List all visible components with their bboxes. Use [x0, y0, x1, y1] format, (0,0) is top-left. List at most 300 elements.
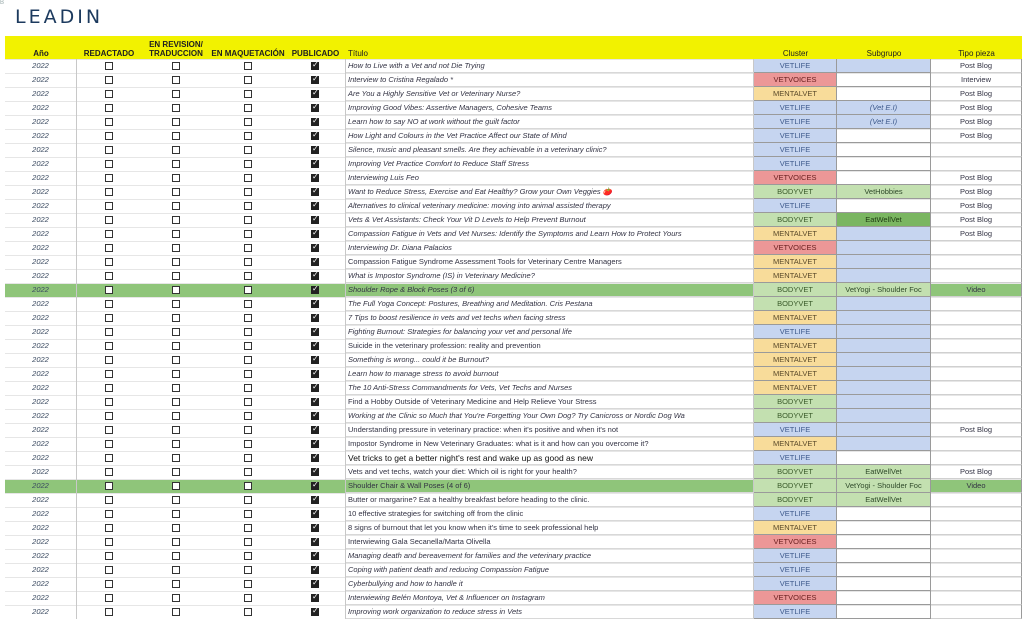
title-cell[interactable]: Coping with patient death and reducing Compassion Fatigue [346, 563, 754, 577]
publicado-checkbox[interactable] [311, 580, 319, 588]
publicado-checkbox[interactable] [311, 216, 319, 224]
revision-checkbox[interactable] [172, 328, 180, 336]
revision-checkbox[interactable] [172, 174, 180, 182]
revision-checkbox[interactable] [172, 482, 180, 490]
publicado-checkbox[interactable] [311, 272, 319, 280]
title-cell[interactable]: Find a Hobby Outside of Veterinary Medicine and Help Relieve Your Stress [346, 395, 754, 409]
year-cell[interactable]: 2022 [5, 241, 77, 255]
redactado-checkbox[interactable] [105, 608, 113, 616]
subgrupo-cell[interactable] [837, 171, 931, 185]
revision-checkbox[interactable] [172, 244, 180, 252]
title-cell[interactable]: Suicide in the veterinary profession: reality and prevention [346, 339, 754, 353]
revision-checkbox[interactable] [172, 566, 180, 574]
tipo-cell[interactable] [931, 241, 1022, 255]
subgrupo-cell[interactable] [837, 73, 931, 87]
subgrupo-cell[interactable]: EatWellVet [837, 465, 931, 479]
revision-checkbox[interactable] [172, 104, 180, 112]
year-cell[interactable]: 2022 [5, 339, 77, 353]
revision-checkbox[interactable] [172, 160, 180, 168]
subgrupo-cell[interactable] [837, 381, 931, 395]
tipo-cell[interactable]: Post Blog [931, 227, 1022, 241]
subgrupo-cell[interactable] [837, 535, 931, 549]
redactado-checkbox[interactable] [105, 286, 113, 294]
year-cell[interactable]: 2022 [5, 423, 77, 437]
cluster-cell[interactable]: VETVOICES [754, 591, 837, 605]
subgrupo-cell[interactable] [837, 353, 931, 367]
cluster-cell[interactable]: BODYVET [754, 409, 837, 423]
subgrupo-cell[interactable] [837, 87, 931, 101]
maquetacion-checkbox[interactable] [244, 426, 252, 434]
year-cell[interactable]: 2022 [5, 199, 77, 213]
maquetacion-checkbox[interactable] [244, 286, 252, 294]
year-cell[interactable]: 2022 [5, 535, 77, 549]
cluster-cell[interactable]: VETLIFE [754, 59, 837, 73]
revision-checkbox[interactable] [172, 342, 180, 350]
title-cell[interactable]: Vet tricks to get a better night's rest and wake up as good as new [346, 451, 754, 465]
title-cell[interactable]: 10 effective strategies for switching off from the clinic [346, 507, 754, 521]
publicado-checkbox[interactable] [311, 356, 319, 364]
revision-checkbox[interactable] [172, 90, 180, 98]
publicado-checkbox[interactable] [311, 286, 319, 294]
tipo-cell[interactable] [931, 143, 1022, 157]
year-cell[interactable]: 2022 [5, 493, 77, 507]
maquetacion-checkbox[interactable] [244, 272, 252, 280]
title-cell[interactable]: Shoulder Chair & Wall Poses (4 of 6) [346, 479, 754, 493]
cluster-cell[interactable]: VETLIFE [754, 563, 837, 577]
maquetacion-checkbox[interactable] [244, 202, 252, 210]
subgrupo-cell[interactable] [837, 325, 931, 339]
revision-checkbox[interactable] [172, 510, 180, 518]
tipo-cell[interactable]: Post Blog [931, 59, 1022, 73]
subgrupo-cell[interactable] [837, 521, 931, 535]
header-titulo[interactable]: Título [348, 49, 369, 58]
title-cell[interactable]: Interwiewing Gala Secanella/Marta Olivella [346, 535, 754, 549]
publicado-checkbox[interactable] [311, 398, 319, 406]
title-cell[interactable]: Alternatives to clinical veterinary medicine: moving into animal assisted therapy [346, 199, 754, 213]
tipo-cell[interactable] [931, 255, 1022, 269]
header-revision[interactable]: EN REVISION/ TRADUCCION [149, 40, 203, 58]
publicado-checkbox[interactable] [311, 496, 319, 504]
cluster-cell[interactable]: BODYVET [754, 283, 837, 297]
subgrupo-cell[interactable] [837, 297, 931, 311]
redactado-checkbox[interactable] [105, 566, 113, 574]
publicado-checkbox[interactable] [311, 104, 319, 112]
year-cell[interactable]: 2022 [5, 591, 77, 605]
title-cell[interactable]: Working at the Clinic so Much that You're Forgetting Your Own Dog? Try Canicross or Nordic Dog Wa [346, 409, 754, 423]
year-cell[interactable]: 2022 [5, 269, 77, 283]
tipo-cell[interactable] [931, 437, 1022, 451]
publicado-checkbox[interactable] [311, 594, 319, 602]
subgrupo-cell[interactable] [837, 591, 931, 605]
redactado-checkbox[interactable] [105, 202, 113, 210]
maquetacion-checkbox[interactable] [244, 244, 252, 252]
maquetacion-checkbox[interactable] [244, 538, 252, 546]
revision-checkbox[interactable] [172, 146, 180, 154]
title-cell[interactable]: Improving Vet Practice Comfort to Reduce Staff Stress [346, 157, 754, 171]
redactado-checkbox[interactable] [105, 370, 113, 378]
year-cell[interactable]: 2022 [5, 157, 77, 171]
year-cell[interactable]: 2022 [5, 549, 77, 563]
cluster-cell[interactable]: BODYVET [754, 493, 837, 507]
subgrupo-cell[interactable] [837, 129, 931, 143]
publicado-checkbox[interactable] [311, 608, 319, 616]
tipo-cell[interactable]: Video [931, 479, 1022, 493]
title-cell[interactable]: Managing death and bereavement for families and the veterinary practice [346, 549, 754, 563]
revision-checkbox[interactable] [172, 300, 180, 308]
subgrupo-cell[interactable] [837, 507, 931, 521]
publicado-checkbox[interactable] [311, 202, 319, 210]
title-cell[interactable]: Interwiewing Belén Montoya, Vet & Influencer on Instagram [346, 591, 754, 605]
title-cell[interactable]: Butter or margarine? Eat a healthy breakfast before heading to the clinic. [346, 493, 754, 507]
maquetacion-checkbox[interactable] [244, 174, 252, 182]
revision-checkbox[interactable] [172, 454, 180, 462]
revision-checkbox[interactable] [172, 314, 180, 322]
subgrupo-cell[interactable] [837, 59, 931, 73]
tipo-cell[interactable] [931, 409, 1022, 423]
title-cell[interactable]: What is Impostor Syndrome (IS) in Veterinary Medicine? [346, 269, 754, 283]
subgrupo-cell[interactable] [837, 339, 931, 353]
year-cell[interactable]: 2022 [5, 171, 77, 185]
revision-checkbox[interactable] [172, 258, 180, 266]
publicado-checkbox[interactable] [311, 566, 319, 574]
publicado-checkbox[interactable] [311, 62, 319, 70]
redactado-checkbox[interactable] [105, 454, 113, 462]
title-cell[interactable]: Interviewing Dr. Diana Palacios [346, 241, 754, 255]
year-cell[interactable]: 2022 [5, 101, 77, 115]
header-redactado[interactable]: REDACTADO [83, 49, 135, 58]
maquetacion-checkbox[interactable] [244, 510, 252, 518]
maquetacion-checkbox[interactable] [244, 524, 252, 532]
redactado-checkbox[interactable] [105, 272, 113, 280]
title-cell[interactable]: Interviewing Luis Feo [346, 171, 754, 185]
revision-checkbox[interactable] [172, 594, 180, 602]
maquetacion-checkbox[interactable] [244, 412, 252, 420]
redactado-checkbox[interactable] [105, 132, 113, 140]
redactado-checkbox[interactable] [105, 468, 113, 476]
redactado-checkbox[interactable] [105, 384, 113, 392]
year-cell[interactable]: 2022 [5, 283, 77, 297]
publicado-checkbox[interactable] [311, 328, 319, 336]
year-cell[interactable]: 2022 [5, 143, 77, 157]
year-cell[interactable]: 2022 [5, 395, 77, 409]
year-cell[interactable]: 2022 [5, 367, 77, 381]
maquetacion-checkbox[interactable] [244, 62, 252, 70]
subgrupo-cell[interactable] [837, 199, 931, 213]
subgrupo-cell[interactable] [837, 227, 931, 241]
header-tipo[interactable]: Tipo pieza [958, 49, 995, 58]
title-cell[interactable]: Cyberbullying and how to handle it [346, 577, 754, 591]
subgrupo-cell[interactable]: VetYogi - Shoulder Foc [837, 479, 931, 493]
cluster-cell[interactable]: VETLIFE [754, 577, 837, 591]
publicado-checkbox[interactable] [311, 174, 319, 182]
cluster-cell[interactable]: VETLIFE [754, 199, 837, 213]
publicado-checkbox[interactable] [311, 132, 319, 140]
title-cell[interactable]: Are You a Highly Sensitive Vet or Veterinary Nurse? [346, 87, 754, 101]
cluster-cell[interactable]: VETLIFE [754, 129, 837, 143]
tipo-cell[interactable]: Post Blog [931, 185, 1022, 199]
redactado-checkbox[interactable] [105, 440, 113, 448]
redactado-checkbox[interactable] [105, 104, 113, 112]
title-cell[interactable]: How to Live with a Vet and not Die Trying [346, 59, 754, 73]
maquetacion-checkbox[interactable] [244, 594, 252, 602]
title-cell[interactable]: Vets & Vet Assistants: Check Your Vit D Levels to Help Prevent Burnout [346, 213, 754, 227]
title-cell[interactable]: 8 signs of burnout that let you know when it's time to seek professional help [346, 521, 754, 535]
year-cell[interactable]: 2022 [5, 185, 77, 199]
revision-checkbox[interactable] [172, 272, 180, 280]
header-maquetacion[interactable]: EN MAQUETACIÓN [211, 49, 285, 58]
cluster-cell[interactable]: VETLIFE [754, 325, 837, 339]
revision-checkbox[interactable] [172, 76, 180, 84]
subgrupo-cell[interactable]: EatWellVet [837, 493, 931, 507]
title-cell[interactable]: Improving work organization to reduce stress in Vets [346, 605, 754, 619]
subgrupo-cell[interactable]: (Vet E.I) [837, 101, 931, 115]
year-cell[interactable]: 2022 [5, 129, 77, 143]
redactado-checkbox[interactable] [105, 258, 113, 266]
maquetacion-checkbox[interactable] [244, 342, 252, 350]
tipo-cell[interactable] [931, 535, 1022, 549]
maquetacion-checkbox[interactable] [244, 608, 252, 616]
maquetacion-checkbox[interactable] [244, 90, 252, 98]
title-cell[interactable]: Shoulder Rope & Block Poses (3 of 6) [346, 283, 754, 297]
cluster-cell[interactable]: MENTALVET [754, 311, 837, 325]
redactado-checkbox[interactable] [105, 314, 113, 322]
subgrupo-cell[interactable]: VetHobbies [837, 185, 931, 199]
title-cell[interactable]: Learn how to say NO at work without the guilt factor [346, 115, 754, 129]
title-cell[interactable]: Want to Reduce Stress, Exercise and Eat Healthy? Grow your Own Veggies 🍅 [346, 185, 754, 199]
cluster-cell[interactable]: VETLIFE [754, 451, 837, 465]
redactado-checkbox[interactable] [105, 580, 113, 588]
subgrupo-cell[interactable] [837, 451, 931, 465]
tipo-cell[interactable] [931, 157, 1022, 171]
tipo-cell[interactable] [931, 563, 1022, 577]
maquetacion-checkbox[interactable] [244, 384, 252, 392]
publicado-checkbox[interactable] [311, 370, 319, 378]
tipo-cell[interactable] [931, 269, 1022, 283]
title-cell[interactable]: Impostor Syndrome in New Veterinary Graduates: what is it and how can you overcome it? [346, 437, 754, 451]
year-cell[interactable]: 2022 [5, 577, 77, 591]
maquetacion-checkbox[interactable] [244, 132, 252, 140]
subgrupo-cell[interactable] [837, 241, 931, 255]
publicado-checkbox[interactable] [311, 188, 319, 196]
redactado-checkbox[interactable] [105, 146, 113, 154]
redactado-checkbox[interactable] [105, 342, 113, 350]
maquetacion-checkbox[interactable] [244, 482, 252, 490]
header-year[interactable]: Año [33, 49, 49, 58]
cluster-cell[interactable]: MENTALVET [754, 227, 837, 241]
publicado-checkbox[interactable] [311, 258, 319, 266]
tipo-cell[interactable] [931, 353, 1022, 367]
tipo-cell[interactable]: Post Blog [931, 199, 1022, 213]
maquetacion-checkbox[interactable] [244, 118, 252, 126]
revision-checkbox[interactable] [172, 524, 180, 532]
title-cell[interactable]: Interview to Cristina Regalado * [346, 73, 754, 87]
revision-checkbox[interactable] [172, 412, 180, 420]
cluster-cell[interactable]: MENTALVET [754, 367, 837, 381]
cluster-cell[interactable]: VETLIFE [754, 605, 837, 619]
cluster-cell[interactable]: VETLIFE [754, 549, 837, 563]
title-cell[interactable]: Fighting Burnout: Strategies for balancing your vet and personal life [346, 325, 754, 339]
publicado-checkbox[interactable] [311, 440, 319, 448]
header-publicado[interactable]: PUBLICADO [291, 49, 340, 58]
header-cluster[interactable]: Cluster [782, 49, 809, 58]
publicado-checkbox[interactable] [311, 76, 319, 84]
title-cell[interactable]: Compassion Fatigue Syndrome Assessment Tools for Veterinary Centre Managers [346, 255, 754, 269]
subgrupo-cell[interactable] [837, 563, 931, 577]
redactado-checkbox[interactable] [105, 496, 113, 504]
revision-checkbox[interactable] [172, 608, 180, 616]
maquetacion-checkbox[interactable] [244, 146, 252, 154]
redactado-checkbox[interactable] [105, 412, 113, 420]
publicado-checkbox[interactable] [311, 118, 319, 126]
year-cell[interactable]: 2022 [5, 297, 77, 311]
year-cell[interactable]: 2022 [5, 409, 77, 423]
revision-checkbox[interactable] [172, 370, 180, 378]
subgrupo-cell[interactable] [837, 395, 931, 409]
title-cell[interactable]: Something is wrong... could it be Burnout? [346, 353, 754, 367]
year-cell[interactable]: 2022 [5, 507, 77, 521]
year-cell[interactable]: 2022 [5, 325, 77, 339]
redactado-checkbox[interactable] [105, 328, 113, 336]
header-subgrupo[interactable]: Subgrupo [866, 49, 902, 58]
maquetacion-checkbox[interactable] [244, 552, 252, 560]
revision-checkbox[interactable] [172, 580, 180, 588]
year-cell[interactable]: 2022 [5, 437, 77, 451]
redactado-checkbox[interactable] [105, 160, 113, 168]
publicado-checkbox[interactable] [311, 146, 319, 154]
year-cell[interactable]: 2022 [5, 311, 77, 325]
publicado-checkbox[interactable] [311, 230, 319, 238]
tipo-cell[interactable] [931, 549, 1022, 563]
tipo-cell[interactable] [931, 297, 1022, 311]
maquetacion-checkbox[interactable] [244, 76, 252, 84]
tipo-cell[interactable] [931, 381, 1022, 395]
redactado-checkbox[interactable] [105, 426, 113, 434]
maquetacion-checkbox[interactable] [244, 160, 252, 168]
title-cell[interactable]: Understanding pressure in veterinary practice: when it's positive and when it's not [346, 423, 754, 437]
subgrupo-cell[interactable]: (Vet E.I) [837, 115, 931, 129]
revision-checkbox[interactable] [172, 188, 180, 196]
revision-checkbox[interactable] [172, 384, 180, 392]
tipo-cell[interactable] [931, 591, 1022, 605]
cluster-cell[interactable]: MENTALVET [754, 339, 837, 353]
tipo-cell[interactable]: Post Blog [931, 171, 1022, 185]
redactado-checkbox[interactable] [105, 118, 113, 126]
subgrupo-cell[interactable] [837, 143, 931, 157]
cluster-cell[interactable]: VETLIFE [754, 507, 837, 521]
year-cell[interactable]: 2022 [5, 73, 77, 87]
year-cell[interactable]: 2022 [5, 563, 77, 577]
title-cell[interactable]: Vets and vet techs, watch your diet: Which oil is right for your health? [346, 465, 754, 479]
title-cell[interactable]: Improving Good Vibes: Assertive Managers, Cohesive Teams [346, 101, 754, 115]
subgrupo-cell[interactable] [837, 437, 931, 451]
maquetacion-checkbox[interactable] [244, 454, 252, 462]
redactado-checkbox[interactable] [105, 510, 113, 518]
redactado-checkbox[interactable] [105, 230, 113, 238]
publicado-checkbox[interactable] [311, 90, 319, 98]
redactado-checkbox[interactable] [105, 356, 113, 364]
cluster-cell[interactable]: MENTALVET [754, 255, 837, 269]
year-cell[interactable]: 2022 [5, 115, 77, 129]
cluster-cell[interactable]: MENTALVET [754, 521, 837, 535]
cluster-cell[interactable]: VETLIFE [754, 423, 837, 437]
year-cell[interactable]: 2022 [5, 605, 77, 619]
redactado-checkbox[interactable] [105, 538, 113, 546]
cluster-cell[interactable]: BODYVET [754, 479, 837, 493]
maquetacion-checkbox[interactable] [244, 328, 252, 336]
cluster-cell[interactable]: BODYVET [754, 297, 837, 311]
subgrupo-cell[interactable] [837, 549, 931, 563]
year-cell[interactable]: 2022 [5, 255, 77, 269]
redactado-checkbox[interactable] [105, 300, 113, 308]
cluster-cell[interactable]: VETVOICES [754, 241, 837, 255]
redactado-checkbox[interactable] [105, 90, 113, 98]
tipo-cell[interactable] [931, 395, 1022, 409]
maquetacion-checkbox[interactable] [244, 398, 252, 406]
cluster-cell[interactable]: BODYVET [754, 213, 837, 227]
cluster-cell[interactable]: VETLIFE [754, 157, 837, 171]
maquetacion-checkbox[interactable] [244, 314, 252, 322]
year-cell[interactable]: 2022 [5, 381, 77, 395]
cluster-cell[interactable]: MENTALVET [754, 381, 837, 395]
redactado-checkbox[interactable] [105, 482, 113, 490]
tipo-cell[interactable] [931, 493, 1022, 507]
publicado-checkbox[interactable] [311, 160, 319, 168]
cluster-cell[interactable]: VETLIFE [754, 115, 837, 129]
publicado-checkbox[interactable] [311, 454, 319, 462]
tipo-cell[interactable] [931, 521, 1022, 535]
redactado-checkbox[interactable] [105, 552, 113, 560]
tipo-cell[interactable]: Post Blog [931, 115, 1022, 129]
revision-checkbox[interactable] [172, 118, 180, 126]
revision-checkbox[interactable] [172, 426, 180, 434]
publicado-checkbox[interactable] [311, 552, 319, 560]
maquetacion-checkbox[interactable] [244, 566, 252, 574]
publicado-checkbox[interactable] [311, 482, 319, 490]
cluster-cell[interactable]: BODYVET [754, 395, 837, 409]
cluster-cell[interactable]: VETVOICES [754, 73, 837, 87]
cluster-cell[interactable]: BODYVET [754, 465, 837, 479]
subgrupo-cell[interactable] [837, 311, 931, 325]
maquetacion-checkbox[interactable] [244, 104, 252, 112]
title-cell[interactable]: How Light and Colours in the Vet Practice Affect our State of Mind [346, 129, 754, 143]
cluster-cell[interactable]: BODYVET [754, 185, 837, 199]
cluster-cell[interactable]: MENTALVET [754, 87, 837, 101]
revision-checkbox[interactable] [172, 552, 180, 560]
title-cell[interactable]: Silence, music and pleasant smells. Are they achievable in a veterinary clinic? [346, 143, 754, 157]
cluster-cell[interactable]: MENTALVET [754, 269, 837, 283]
title-cell[interactable]: The 10 Anti-Stress Commandments for Vets, Vet Techs and Nurses [346, 381, 754, 395]
tipo-cell[interactable] [931, 311, 1022, 325]
cluster-cell[interactable]: MENTALVET [754, 353, 837, 367]
cluster-cell[interactable]: VETVOICES [754, 171, 837, 185]
tipo-cell[interactable]: Post Blog [931, 101, 1022, 115]
redactado-checkbox[interactable] [105, 76, 113, 84]
maquetacion-checkbox[interactable] [244, 580, 252, 588]
publicado-checkbox[interactable] [311, 468, 319, 476]
publicado-checkbox[interactable] [311, 412, 319, 420]
tipo-cell[interactable]: Interview [931, 73, 1022, 87]
subgrupo-cell[interactable] [837, 605, 931, 619]
redactado-checkbox[interactable] [105, 62, 113, 70]
subgrupo-cell[interactable] [837, 577, 931, 591]
publicado-checkbox[interactable] [311, 384, 319, 392]
year-cell[interactable]: 2022 [5, 87, 77, 101]
year-cell[interactable]: 2022 [5, 353, 77, 367]
tipo-cell[interactable]: Post Blog [931, 423, 1022, 437]
maquetacion-checkbox[interactable] [244, 216, 252, 224]
redactado-checkbox[interactable] [105, 174, 113, 182]
maquetacion-checkbox[interactable] [244, 440, 252, 448]
